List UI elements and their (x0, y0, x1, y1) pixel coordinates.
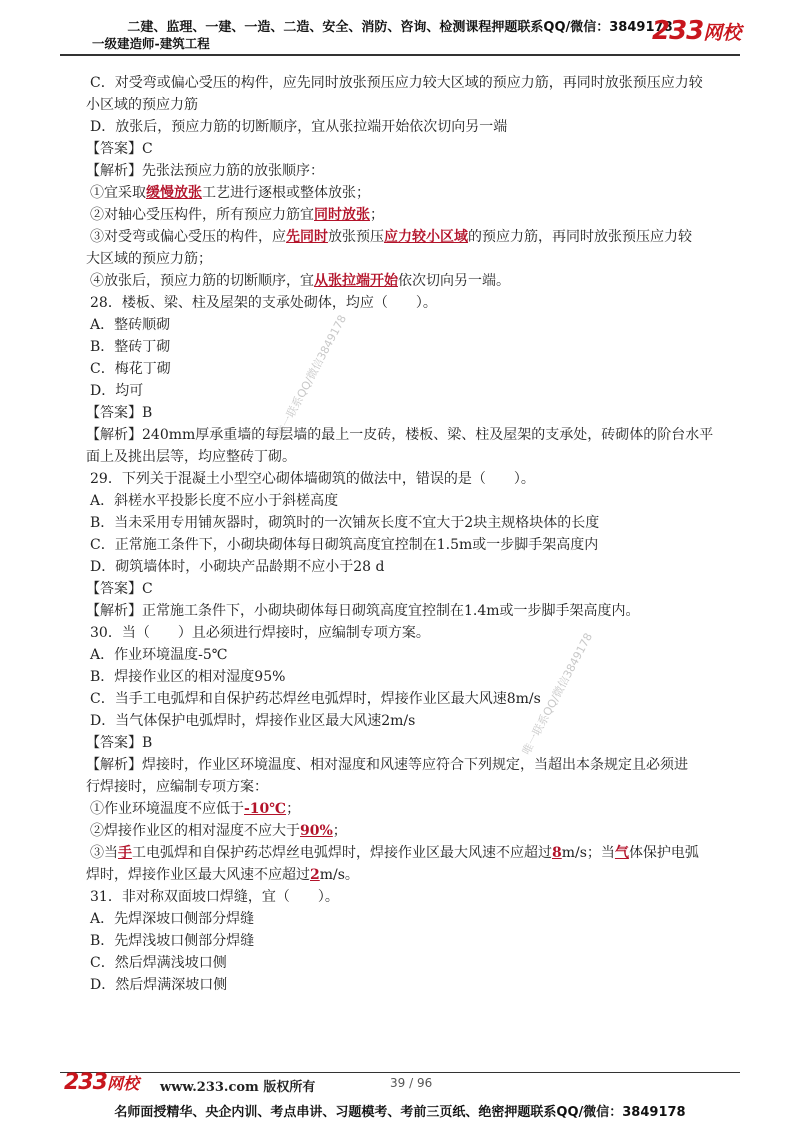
explanation: 【解析】240mm厚承重墙的每层墙的最上一皮砖，楼板、梁、柱及屋架的支承处，砖砌体的阶台水平 (86, 427, 714, 443)
watermark: 唯一联系QQ/微信3849178 (273, 312, 350, 440)
header-contact-line: 二建、监理、一建、一造、二造、安全、消防、咨询、检测课程押题联系QQ/微信：3849178 (127, 20, 673, 35)
question-28: 28．楼板、梁、柱及屋架的支承处砌体，均应（ ）。 (90, 295, 437, 311)
watermark: 唯一联系QQ/微信3849178 (519, 630, 596, 758)
option-text: C．梅花丁砌 (90, 361, 171, 377)
option-text: C．当手工电弧焊和自保护药芯焊丝电弧焊时，焊接作业区最大风速8m/s (90, 691, 541, 707)
explanation-item: ③对受弯或偏心受压的构件，应先同时放张预压应力较小区域的预应力筋，再同时放张预压应力较 (90, 229, 692, 245)
option-text: A．斜槎水平投影长度不应小于斜槎高度 (90, 493, 339, 509)
option-text: D．放张后，预应力筋的切断顺序，宜从张拉端开始依次切向另一端 (90, 119, 508, 135)
highlight: 先同时 (286, 229, 328, 245)
explanation-item: ②对轴心受压构件，所有预应力筋宜同时放张； (90, 207, 384, 223)
highlight: 2 (310, 867, 320, 883)
answer: 【答案】B (86, 735, 153, 751)
option-text: D．然后焊满深坡口侧 (90, 977, 228, 993)
question-30: 30．当（ ）且必须进行焊接时，应编制专项方案。 (90, 625, 430, 641)
highlight: 8 (552, 845, 562, 861)
logo-text: 网校 (106, 1074, 139, 1093)
explanation-item: ②焊接作业区的相对湿度不应大于90%； (90, 823, 347, 839)
footer-logo (64, 1070, 139, 1095)
option-text: C．然后焊满浅坡口侧 (90, 955, 227, 971)
option-text: A．先焊深坡口侧部分焊缝 (90, 911, 255, 927)
highlight: 手 (118, 845, 132, 861)
header-divider (60, 54, 740, 56)
option-text: B．整砖丁砌 (90, 339, 171, 355)
footer-copyright: www.233.com 版权所有 (160, 1080, 316, 1095)
highlight: 90% (300, 823, 333, 839)
explanation: 面上及挑出层等，均应整砖丁砌。 (86, 449, 296, 465)
option-text: B．当未采用专用铺灰器时，砌筑时的一次铺灰长度不宜大于2块主规格块体的长度 (90, 515, 600, 531)
option-text: D．当气体保护电弧焊时，焊接作业区最大风速2m/s (90, 713, 416, 729)
question-29: 29．下列关于混凝土小型空心砌体墙砌筑的做法中，错误的是（ ）。 (90, 471, 535, 487)
answer: 【答案】B (86, 405, 153, 421)
highlight: -10℃ (244, 801, 287, 817)
explanation: 【解析】正常施工条件下，小砌块砌体每日砌筑高度宜控制在1.4m或一步脚手架高度内。 (86, 603, 640, 619)
option-text: 小区域的预应力筋 (86, 97, 198, 113)
option-text: C．对受弯或偏心受压的构件，应先同时放张预压应力较大区域的预应力筋，再同时放张预压应力较 (90, 75, 703, 91)
footer-contact-line: 名师面授精华、央企内训、考点串讲、习题模考、考前三页纸、绝密押题联系QQ/微信：3849178 (114, 1105, 686, 1120)
option-text: B．焊接作业区的相对湿度95% (90, 669, 286, 685)
explanation-item: ④放张后，预应力筋的切断顺序，宜从张拉端开始依次切向另一端。 (90, 273, 510, 289)
option-text: D．均可 (90, 383, 144, 399)
explanation-item: ①作业环境温度不应低于-10℃； (90, 801, 301, 817)
highlight: 缓慢放张 (146, 185, 202, 201)
explanation-item: ③当手工电弧焊和自保护药芯焊丝电弧焊时，焊接作业区最大风速不应超过8m/s；当气体保护电弧 (90, 845, 699, 861)
highlight: 应力较小区域 (384, 229, 468, 245)
question-31: 31．非对称双面坡口焊缝，宜（ ）。 (90, 889, 339, 905)
brand-logo (652, 16, 741, 46)
answer: 【答案】C (86, 581, 153, 597)
header-subject: 一级建造师-建筑工程 (92, 36, 210, 51)
page-number: 39 / 96 (390, 1076, 433, 1090)
highlight: 气 (614, 845, 629, 861)
highlight: 从张拉端开始 (314, 273, 398, 289)
document-body (86, 72, 736, 996)
footer-divider (60, 1072, 740, 1073)
option-text: D．砌筑墙体时，小砌块产品龄期不应小于28 d (90, 559, 385, 575)
explanation-item: 焊时，焊接作业区最大风速不应超过2m/s。 (86, 867, 359, 883)
highlight: 同时放张 (314, 207, 370, 223)
explanation: 【解析】焊接时，作业区环境温度、相对湿度和风速等应符合下列规定，当超出本条规定且必须进 (86, 757, 688, 773)
answer: 【答案】C (86, 141, 153, 157)
explanation: 【解析】先张法预应力筋的放张顺序： (86, 163, 324, 179)
option-text: A．整砖顺砌 (90, 317, 171, 333)
logo-number: 233 (652, 16, 704, 46)
option-text: C．正常施工条件下，小砌块砌体每日砌筑高度宜控制在1.5m或一步脚手架高度内 (90, 537, 599, 553)
option-text: B．先焊浅坡口侧部分焊缝 (90, 933, 255, 949)
explanation: 行焊接时，应编制专项方案： (86, 779, 268, 795)
explanation-item: 大区域的预应力筋； (86, 251, 212, 267)
option-text: A．作业环境温度-5℃ (90, 647, 228, 663)
logo-text: 网校 (703, 22, 742, 44)
explanation-item: ①宜采取缓慢放张工艺进行逐根或整体放张； (90, 185, 370, 201)
logo-number: 233 (64, 1070, 107, 1095)
